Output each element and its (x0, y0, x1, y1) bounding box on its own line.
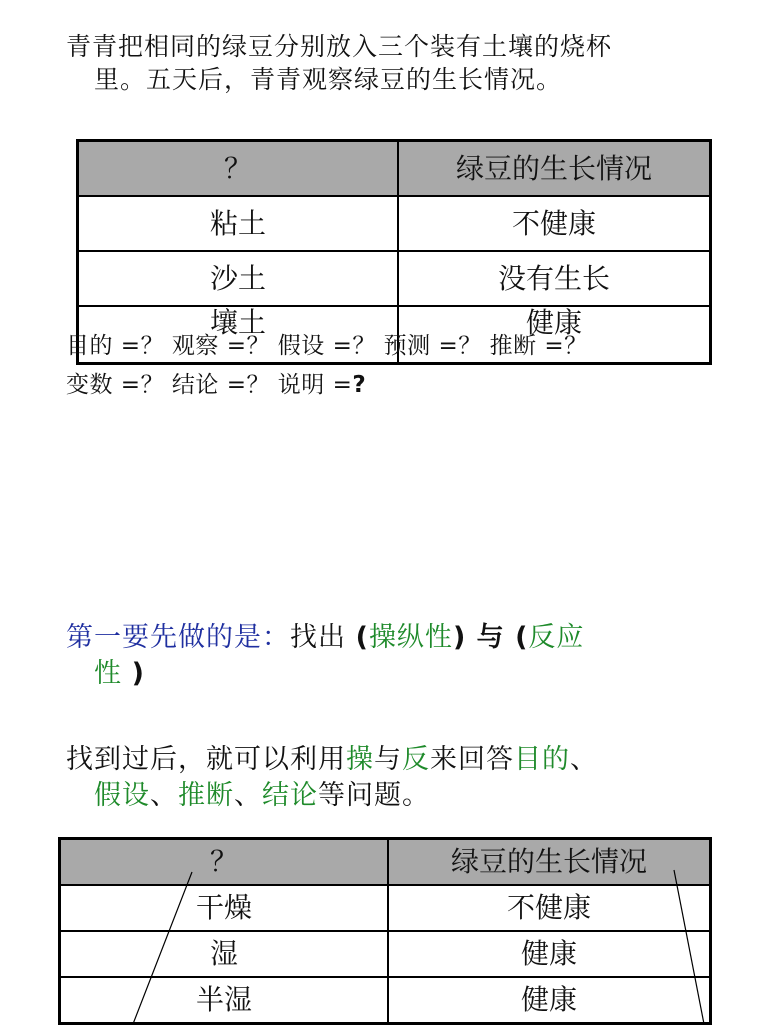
table-cell: 健康 (388, 931, 711, 977)
questions-line-2-text: 变数 =？ 结论 =？ 说明 = (66, 372, 353, 398)
step1-lead: 第一要先做的是： (66, 622, 290, 653)
step2-text: 找到过后，就可以利用 (66, 744, 346, 775)
step2-keyword: 反 (402, 744, 430, 775)
table-cell: 不健康 (398, 196, 711, 251)
table-cell: 粘土 (78, 196, 399, 251)
step2-keyword: 结论 (262, 780, 318, 811)
header-cell-growth: 绿豆的生长情况 (388, 839, 711, 886)
step1-responding-2: 性 (94, 658, 122, 689)
table-cell: 沙土 (78, 251, 399, 306)
table-cell: 健康 (388, 977, 711, 1024)
table-cell: 湿 (60, 931, 389, 977)
table-cell: 干燥 (60, 885, 389, 931)
annotation-line-left (133, 872, 192, 1024)
step1-paren-close-and: ) 与 (452, 622, 516, 653)
step1-paren-open-2: ( (515, 622, 529, 653)
header-cell-growth: 绿豆的生长情况 (398, 141, 711, 197)
step2-text: 、 (150, 780, 178, 811)
intro-line-2: 里。五天后，青青观察绿豆的生长情况。 (94, 65, 563, 94)
table-cell: 健康 (398, 306, 711, 364)
step2-keyword: 操 (346, 744, 374, 775)
annotation-line-right (674, 870, 704, 1024)
step1-paren-open: ( (355, 622, 369, 653)
header-cell-variable: ？ (78, 141, 399, 197)
intro-line-1: 青青把相同的绿豆分别放入三个装有土壤的烧杯 (66, 32, 613, 61)
header-cell-variable: ？ (60, 839, 389, 886)
questions-line-1: 目的 =？ 观察 =？ 假设 =？ 预测 =？ 推断 =？ (66, 333, 588, 359)
table-cell: 半湿 (60, 977, 389, 1024)
questions-line-2-mark: ? (352, 372, 367, 398)
step1-responding-1: 反应 (528, 622, 585, 653)
step1-find: 找出 (290, 622, 346, 653)
step2-text: 来回答 (430, 744, 514, 775)
step1-paren-close-2: ) (131, 658, 145, 689)
table-cell: 没有生长 (398, 251, 711, 306)
step2-text: 、 (234, 780, 262, 811)
table-cell: 不健康 (388, 885, 711, 931)
step2-keyword: 推断 (178, 780, 234, 811)
step2-keyword: 假设 (94, 780, 150, 811)
step1-manipulated: 操纵性 (368, 622, 453, 653)
step2-keyword: 目的 (514, 744, 570, 775)
step2-text: 与 (374, 744, 402, 775)
table-cell: 壤土 (78, 306, 399, 364)
step2-text: 等问题。 (318, 780, 430, 811)
step2-text: 、 (570, 744, 598, 775)
